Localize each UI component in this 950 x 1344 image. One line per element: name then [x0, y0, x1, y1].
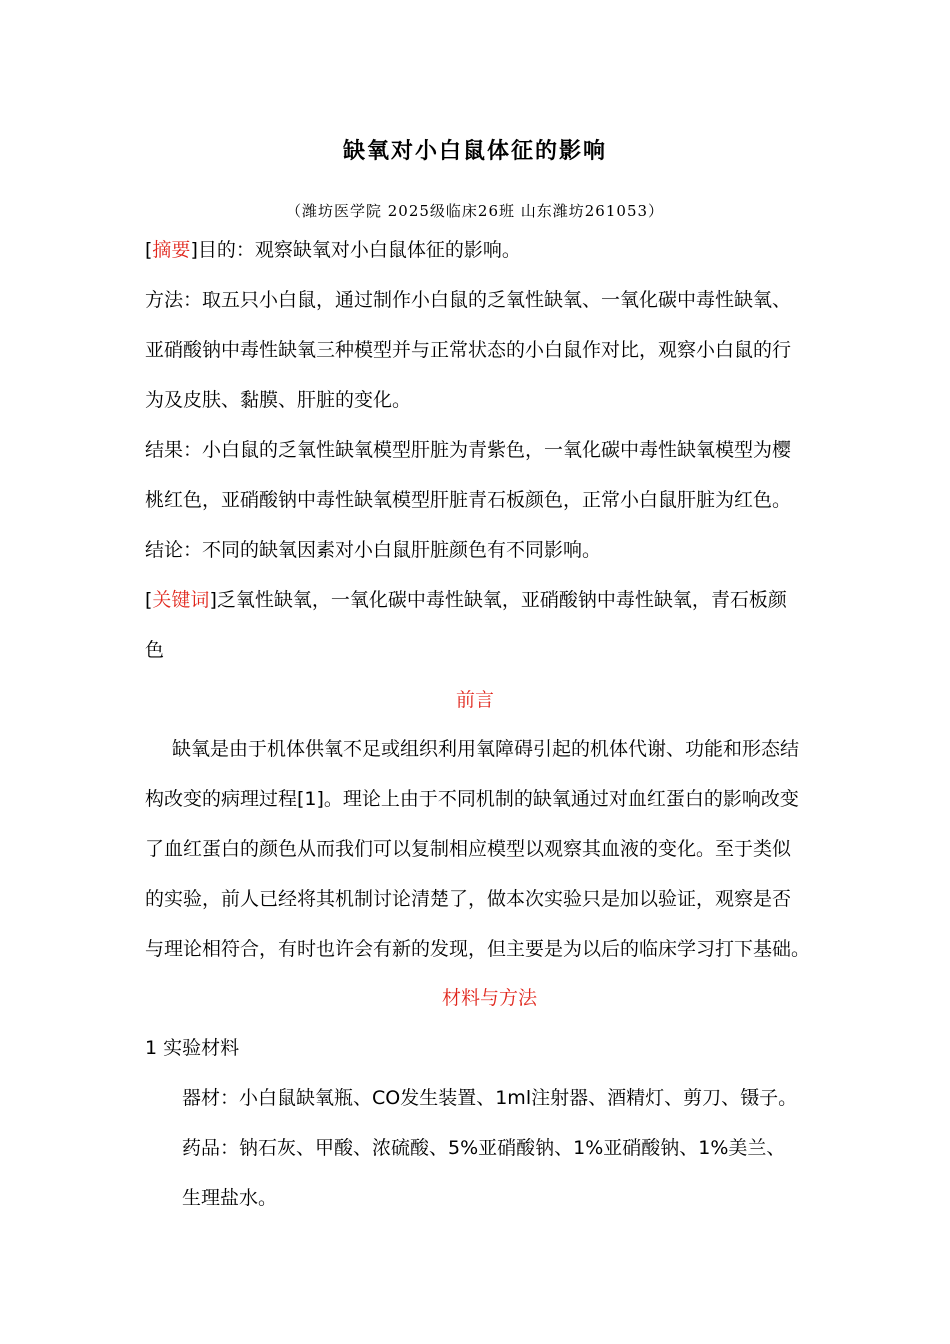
drugs-line: 药品：钠石灰、甲酸、浓硫酸、5%亚硝酸钠、1%亚硝酸钠、1%美兰、 [182, 1137, 786, 1159]
preface-paragraph-line: 缺氧是由于机体供氧不足或组织利用氧障碍引起的机体代谢、功能和形态结 [172, 738, 800, 760]
abstract-method-line: 为及皮肤、黏膜、肝脏的变化。 [145, 389, 412, 411]
abstract-tag: 摘要 [152, 239, 191, 261]
abstract-conclusion: 结论：不同的缺氧因素对小白鼠肝脏颜色有不同影响。 [145, 539, 602, 561]
keywords-line: [关键词]乏氧性缺氧，一氧化碳中毒性缺氧，亚硝酸钠中毒性缺氧，青石板颜 [145, 589, 787, 611]
preface-paragraph-line: 的实验，前人已经将其机制讨论清楚了，做本次实验只是加以验证，观察是否 [145, 888, 792, 910]
abstract-objective: [摘要]目的：观察缺氧对小白鼠体征的影响。 [145, 239, 521, 261]
page-title: 缺氧对小白鼠体征的影响 [342, 138, 607, 164]
abstract-objective-text: 目的：观察缺氧对小白鼠体征的影响。 [197, 239, 521, 261]
keywords-text: 乏氧性缺氧，一氧化碳中毒性缺氧，亚硝酸钠中毒性缺氧，青石板颜 [216, 589, 787, 611]
keywords-tag: 关键词 [152, 589, 210, 611]
equipment-line: 器材：小白鼠缺氧瓶、CO发生装置、1ml注射器、酒精灯、剪刀、镊子。 [182, 1087, 798, 1109]
preface-paragraph-line: 构改变的病理过程[1]。理论上由于不同机制的缺氧通过对血红蛋白的影响改变 [145, 788, 799, 810]
methods-heading: 材料与方法 [442, 987, 538, 1009]
author-affiliation: （潍坊医学院 2025级临床26班 山东潍坊261053） [285, 202, 665, 220]
abstract-result-line: 结果：小白鼠的乏氧性缺氧模型肝脏为青紫色，一氧化碳中毒性缺氧模型为樱 [145, 439, 792, 461]
preface-paragraph-line: 与理论相符合，有时也许会有新的发现，但主要是为以后的临床学习打下基础。 [145, 938, 811, 960]
abstract-method-line: 亚硝酸钠中毒性缺氧三种模型并与正常状态的小白鼠作对比，观察小白鼠的行 [145, 339, 792, 361]
abstract-method-line: 方法：取五只小白鼠，通过制作小白鼠的乏氧性缺氧、一氧化碳中毒性缺氧、 [145, 289, 792, 311]
preface-paragraph-line: 了血红蛋白的颜色从而我们可以复制相应模型以观察其血液的变化。至于类似 [145, 838, 792, 860]
section-1-heading: 1 实验材料 [145, 1037, 240, 1059]
abstract-result-line: 桃红色，亚硝酸钠中毒性缺氧模型肝脏青石板颜色，正常小白鼠肝脏为红色。 [145, 489, 792, 511]
preface-heading: 前言 [456, 689, 495, 711]
drugs-line-2: 生理盐水。 [182, 1187, 278, 1209]
keywords-line-2: 色 [145, 639, 165, 661]
